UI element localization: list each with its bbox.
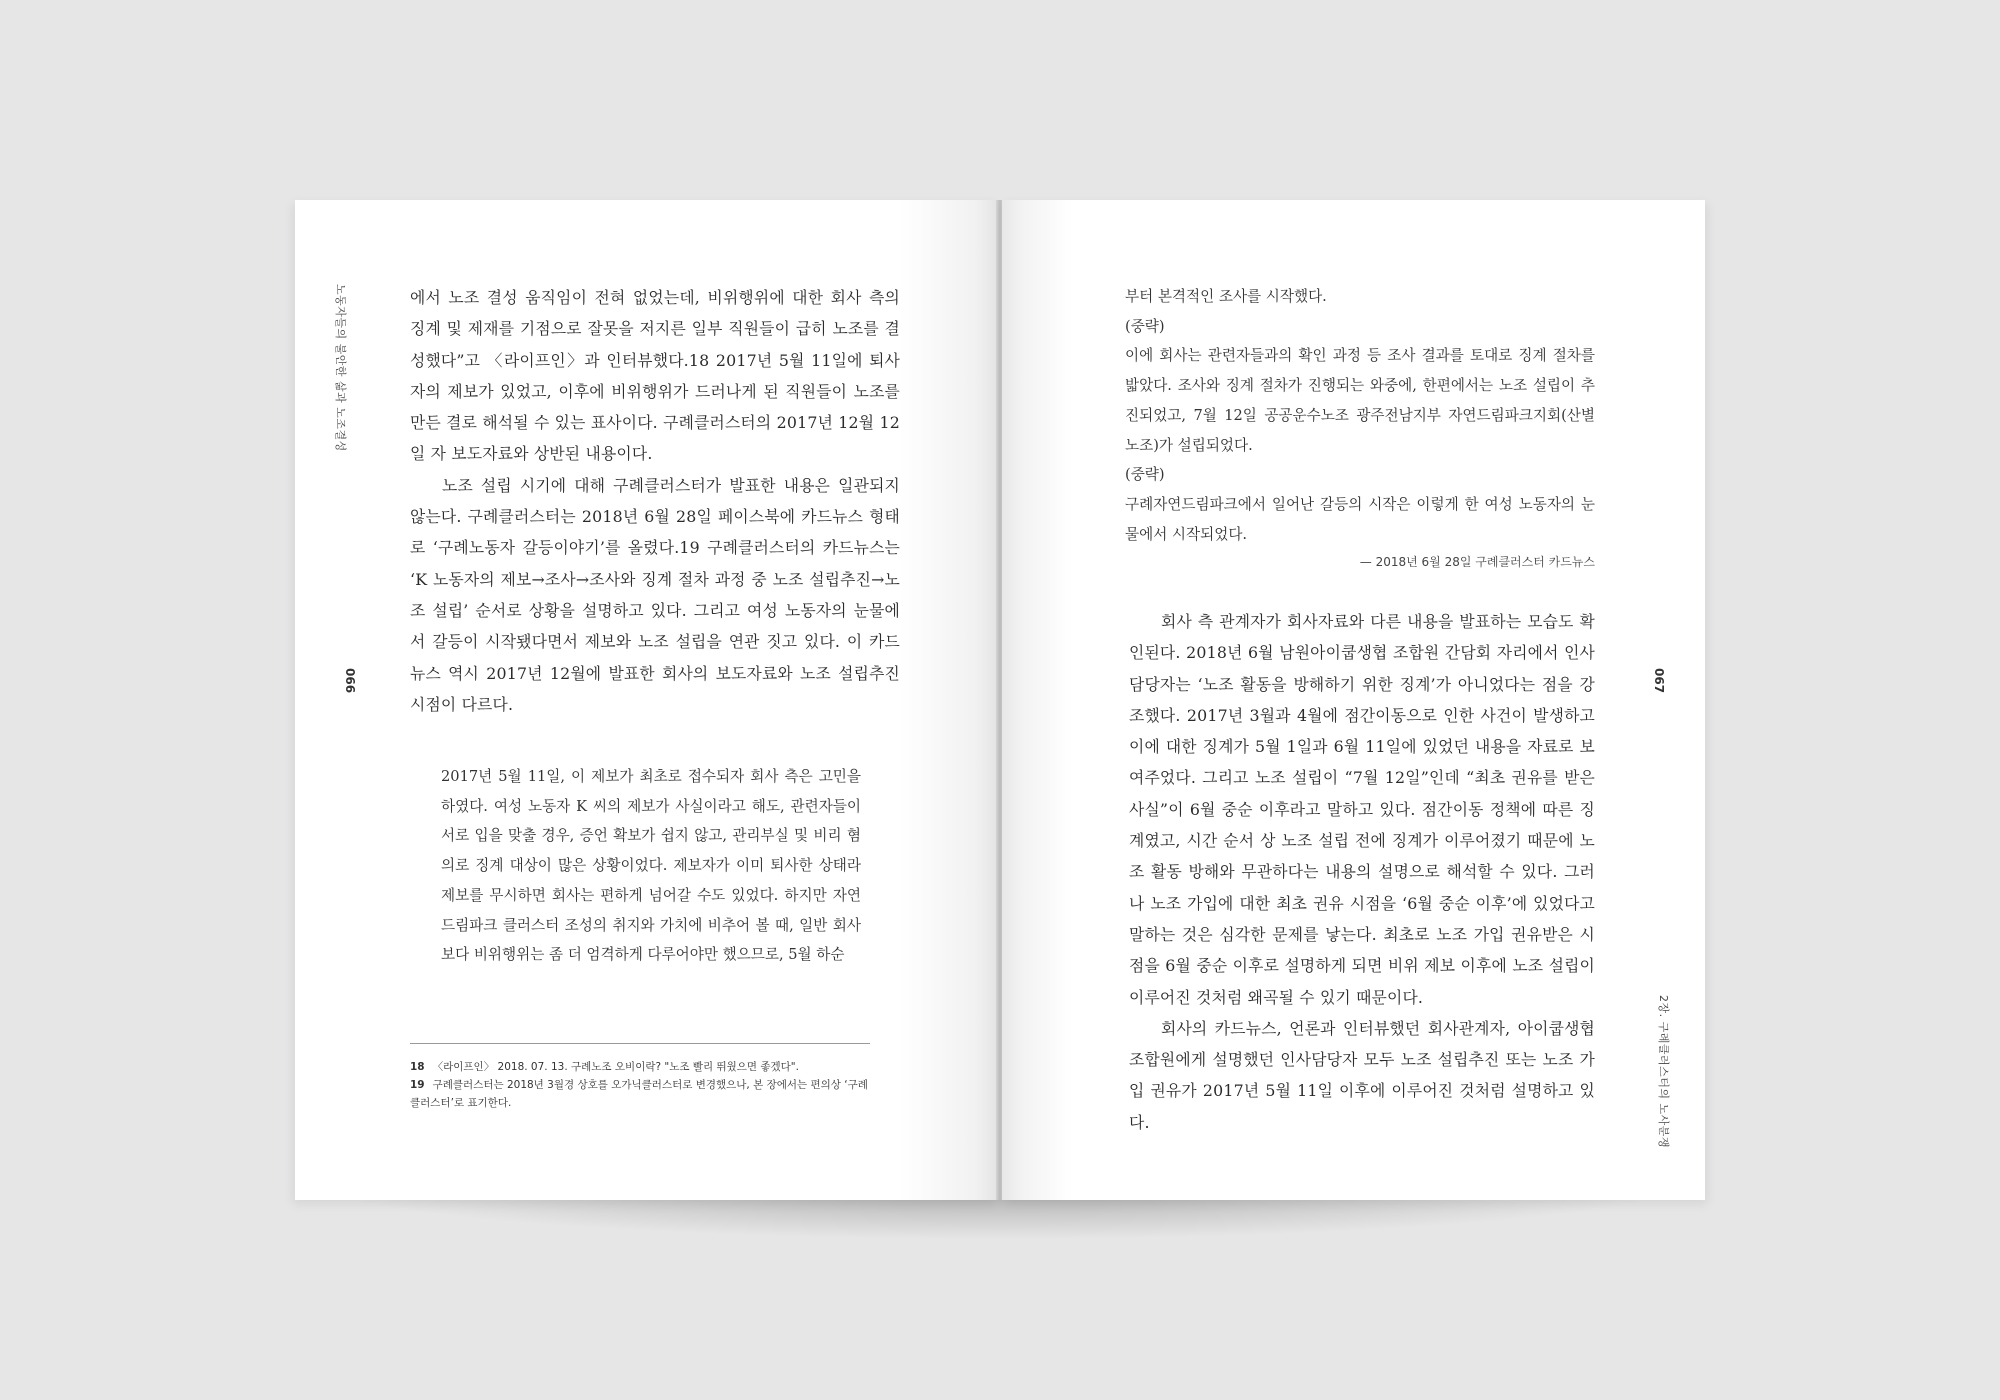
right-body-text <box>1129 606 1595 1138</box>
left-block-quote <box>441 762 861 970</box>
quote-source: — 2018년 6월 28일 구례클러스터 카드뉴스 <box>1359 555 1595 570</box>
left-running-head: 노동자들의 불안한 삶과 노조결성 <box>334 284 347 452</box>
left-page-number: 066 <box>343 668 357 694</box>
right-running-head: 2장. 구례클러스터의 노사분쟁 <box>1657 995 1670 1148</box>
footnote-number: 18 <box>410 1061 425 1073</box>
left-page <box>295 200 998 1200</box>
quote-line: 부터 본격적인 조사를 시작했다. <box>1125 288 1327 305</box>
footnote-text: 구례클러스터는 2018년 3월경 상호를 오가닉클러스터로 변경했으나, 본 장에서는 편의상 ‘구례클러스터’로 표기한다. <box>410 1079 868 1109</box>
footnote-19 <box>410 1076 870 1112</box>
paragraph: 회사의 카드뉴스, 언론과 인터뷰했던 회사관계자, 아이쿱생협 조합원에게 설명했던 인사담당자 모두 노조 설립추진 또는 노조 가입 권유가 2017년 5월 11일 이후에 이루어진 것처럼 설명하고 있다. <box>1129 1018 1595 1132</box>
right-block-quote <box>1125 282 1595 575</box>
paragraph: 노조 설립 시기에 대해 구례클러스터가 발표한 내용은 일관되지 않는다. 구례클러스터는 2018년 6월 28일 페이스북에 카드뉴스 형태로 ‘구례노동자 갈등이야기’를 올렸다.19 구례클러스터의 카드뉴스는 ‘K 노동자의 제보→조사→조사와 징계 절차 과정 중 노조 설립추진→노조 설립’ 순서로 상황을 설명하고 있다. 그리고 여성 노동자의 눈물에서 갈등이 시작됐다면서 제보와 노조 설립을 연관 짓고 있다. 이 카드뉴스 역시 2017년 12월에 발표한 회사의 보도자료와 노조 설립추진 시점이 다르다. <box>410 475 900 714</box>
footnotes <box>410 1058 870 1112</box>
footnote-text: 〈라이프인〉 2018. 07. 13. 구례노조 오비이락? "노조 빨리 뛰웠으면 좋겠다". <box>432 1061 799 1073</box>
right-page-number: 067 <box>1652 668 1666 694</box>
footnote-18 <box>410 1058 870 1076</box>
quote-line: 구례자연드림파크에서 일어난 갈등의 시작은 이렇게 한 여성 노동자의 눈물에서 시작되었다. <box>1125 495 1595 543</box>
quote-line: 이에 회사는 관련자들과의 확인 과정 등 조사 결과를 토대로 징계 절차를 밟았다. 조사와 징계 절차가 진행되는 와중에, 한편에서는 노조 설립이 추진되었고, 7월 12일 공공운수노조 광주전남지부 자연드림파크지회(산별노조)가 설립되었다. <box>1125 347 1595 454</box>
quote-line: (중략) <box>1125 317 1165 335</box>
left-body-text <box>410 282 900 720</box>
quote-text: 2017년 5월 11일, 이 제보가 최초로 접수되자 회사 측은 고민을 하였다. 여성 노동자 K 씨의 제보가 사실이라고 해도, 관련자들이 서로 입을 맞출 경우, 증언 확보가 쉽지 않고, 관리부실 및 비리 혐의로 징계 대상이 많은 상황이었다. 제보자가 이미 퇴사한 상태라 제보를 무시하면 회사는 편하게 넘어갈 수도 있었다. 하지만 자연드림파크 클러스터 조성의 취지와 가치에 비추어 볼 때, 일반 회사보다 비위행위는 좀 더 엄격하게 다루어야만 했으므로, 5월 하순 <box>441 768 861 964</box>
paragraph: 에서 노조 결성 움직임이 전혀 없었는데, 비위행위에 대한 회사 측의 징계 및 제재를 기점으로 잘못을 저지른 일부 직원들이 급히 노조를 결성했다”고 〈라이프인〉과 인터뷰했다.18 2017년 5월 11일에 퇴사자의 제보가 있었고, 이후에 비위행위가 드러나게 된 직원들이 노조를 만든 결로 해석될 수 있는 표사이다. 구례클러스터의 2017년 12월 12일 자 보도자료와 상반된 내용이다. <box>410 288 900 464</box>
right-page <box>1002 200 1705 1200</box>
footnote-number: 19 <box>410 1079 425 1091</box>
footnote-divider <box>410 1043 870 1044</box>
paragraph: 회사 측 관계자가 회사자료와 다른 내용을 발표하는 모습도 확인된다. 2018년 6월 남원아이쿱생협 조합원 간담회 자리에서 인사담당자는 ‘노조 활동을 방해하기 위한 징계’가 아니었다는 점을 강조했다. 2017년 3월과 4월에 점간이동으로 인한 사건이 발생하고 이에 대한 징계가 5월 1일과 6월 11일에 있었던 내용을 자료로 보여주었다. 그리고 노조 설립이 “7월 12일”인데 “최초 권유를 받은 사실”이 6월 중순 이후라고 말하고 있다. 점간이동 정책에 따른 징계였고, 시간 순서 상 노조 설립 전에 징계가 이루어졌기 때문에 노조 활동 방해와 무관하다는 내용의 설명으로 해석할 수 있다. 그러나 노조 가입에 대한 최초 권유 시점을 ‘6월 중순 이후’에 있었다고 말하는 것은 심각한 문제를 낳는다. 최초로 노조 가입 권유받은 시점을 6월 중순 이후로 설명하게 되면 비위 제보 이후에 노조 설립이 이루어진 것처럼 왜곡될 수 있기 때문이다. <box>1129 612 1595 1007</box>
quote-line: (중략) <box>1125 466 1165 484</box>
